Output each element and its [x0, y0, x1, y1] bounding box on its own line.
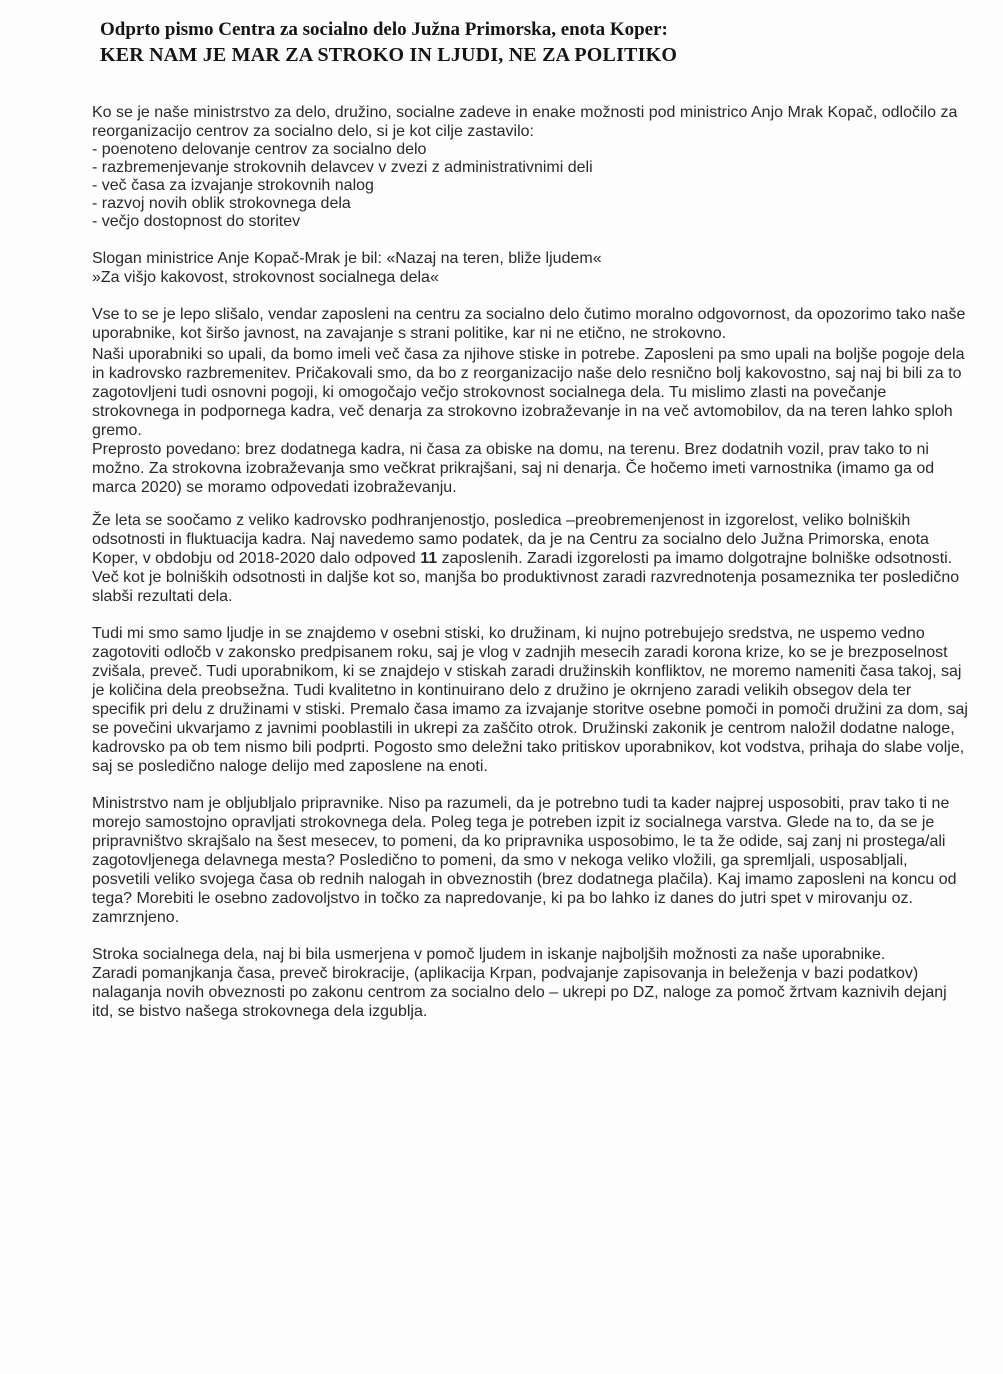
- letter-subtitle: Odprto pismo Centra za socialno delo Južna Primorska, enota Koper:: [100, 19, 668, 40]
- staff-text-before: Že leta se soočamo z veliko kadrovsko podhranjenostjo, posledica –preobremenjenost in izgorelost, veliko bolniških odsotnosti in fluktuacija kadra. Naj navedemo samo podatek, da je na Centru za socialno delo Južna Primorska, enota Koper, v obdobju od 2018-2020 dalo odpoved: [92, 512, 929, 567]
- staff-paragraph: [92, 511, 968, 606]
- letter-body: [92, 103, 968, 1021]
- goal-item: - razvoj novih oblik strokovnega dela: [92, 195, 351, 212]
- slogan-line-2: »Za višjo kakovost, strokovnost socialnega dela«: [92, 269, 439, 286]
- goal-item: - razbremenjevanje strokovnih delavcev v zvezi z administrativnimi deli: [92, 159, 593, 176]
- goal-item: - večjo dostopnost do storitev: [92, 213, 301, 230]
- letter-header: [100, 18, 980, 68]
- goal-item: - poenoteno delovanje centrov za socialno delo: [92, 141, 427, 158]
- goals-list: [92, 141, 968, 231]
- letter-title: KER NAM JE MAR ZA STROKO IN LJUDI, NE ZA POLITIKO: [100, 44, 678, 66]
- hopes-paragraph: Naši uporabniki so upali, da bomo imeli več časa za njihove stiske in potrebe. Zaposleni pa smo upali na boljše pogoje dela in kadrovsko razbremenitev. Pričakovali smo, da bo z reorganizacijo naše delo resnično bolj kakovostno, saj naj bi bili za to zagotovljeni tudi osnovni pogoji, ki omogočajo večjo strokovnost socialnega dela. Tu mislimo zlasti na povečanje strokovnega in podpornega kadra, več denarja za strokovno izobraževanje in na več avtomobilov, da na teren lahko sploh gremo.: [92, 346, 965, 439]
- staff-text-after: zaposlenih. Zaradi izgorelosti pa imamo dolgotrajne bolniške odsotnosti. Več kot je bolniških odsotnosti in daljše kot so, manjša bo produktivnost zaradi razvrednotenja posameznika ter posledično slabši rezultati dela.: [92, 550, 960, 605]
- slogan-line-1: Slogan ministrice Anje Kopač-Mrak je bil: «Nazaj na teren, bliže ljudem«: [92, 250, 602, 267]
- intro-paragraph: Ko se je naše ministrstvo za delo, družino, socialne zadeve in enake možnosti pod ministrico Anjo Mrak Kopač, odločilo za reorganizacijo centrov za socialno delo, si je kot cilje zastavilo:: [92, 104, 958, 140]
- interns-paragraph: Ministrstvo nam je obljubljalo pripravnike. Niso pa razumeli, da je potrebno tudi ta kader najprej usposobiti, prav tako ti ne morejo samostojno opravljati strokovnega dela. Poleg tega je potreben izpit iz socialnega varstva. Glede na to, da se je pripravništvo skrajšalo na šest mesecev, to pomeni, da ko pripravnika usposobimo, le ta že odide, saj zanj ni prostega/ali zagotovljenega delavnega mesta? Posledično to pomeni, da smo v nekoga veliko vložili, ga spremljali, usposabljali, posvetili veliko svojega časa ob rednih nalogah in obveznostih (brez dodatnega plačila). Kaj imamo zaposleni na koncu od tega? Morebiti le osebno zadovoljstvo in točko za napredovanje, ki pa bo lahko iz danes do jutri spet v mirovanju oz. zamrznjeno.: [92, 795, 957, 926]
- simply-paragraph: Preprosto povedano: brez dodatnega kadra, ni časa za obiske na domu, na terenu. Brez dodatnih vozil, prav tako to ni možno. Za strokovna izobraževanja smo večkrat prikrajšani, saj ni denarja. Če hočemo imeti varnostnika (imamo ga od marca 2020) se moramo odpovedati izobraževanju.: [92, 441, 935, 496]
- resignations-count: 11: [420, 550, 438, 567]
- warning-paragraph: Vse to se je lepo slišalo, vendar zaposleni na centru za socialno delo čutimo moralno odgovornost, da opozorimo tako naše uporabnike, kot širšo javnost, na zavajanje s strani politike, kar ni ne etično, ne strokovno.: [92, 306, 966, 342]
- people-paragraph: Tudi mi smo samo ljudje in se znajdemo v osebni stiski, ko družinam, ki nujno potrebujejo sredstva, ne uspemo vedno zagotoviti odločb v zakonsko predpisanem roku, saj je vlog v zadnjih mesecih zaradi korona krize, ko se je brezposelnost zvišala, preveč. Tudi uporabnikom, ki se znajdejo v stiskah zaradi družinskih konfliktov, ne moremo nameniti časa takoj, saj je količina dela preobsežna. Tudi kvalitetno in kontinuirano delo z družino je okrnjeno zaradi velikih obsegov dela ter specifik pri delu z družinami v stiski. Premalo časa imamo za izvajanje storitve osebne pomoči in pomoči družini za dom, saj se povečini ukvarjamo z javnimi pooblastili in ukrepi za zaščito otrok. Družinski zakonik je centrom naložil dodatne naloge, kadrovsko pa ob tem nismo bili podprti. Pogosto smo deležni tako pritiskov uporabnikov, kot vodstva, prihaja do slabe volje, saj se posledično naloge delijo med zaposlene na enoti.: [92, 625, 968, 775]
- profession-paragraph: Stroka socialnega dela, naj bi bila usmerjena v pomoč ljudem in iskanje najboljših možnosti za naše uporabnike.: [92, 946, 886, 963]
- goal-item: - več časa za izvajanje strokovnih nalog: [92, 177, 374, 194]
- lack-paragraph: Zaradi pomanjkanja časa, preveč birokracije, (aplikacija Krpan, podvajanje zapisovanja in beleženja v bazi podatkov) nalaganja novih obveznosti po zakonu centrom za socialno delo – ukrepi po DZ, naloge za pomoč žrtvam kaznivih dejanj itd, se bistvo našega strokovnega dela izgublja.: [92, 965, 947, 1020]
